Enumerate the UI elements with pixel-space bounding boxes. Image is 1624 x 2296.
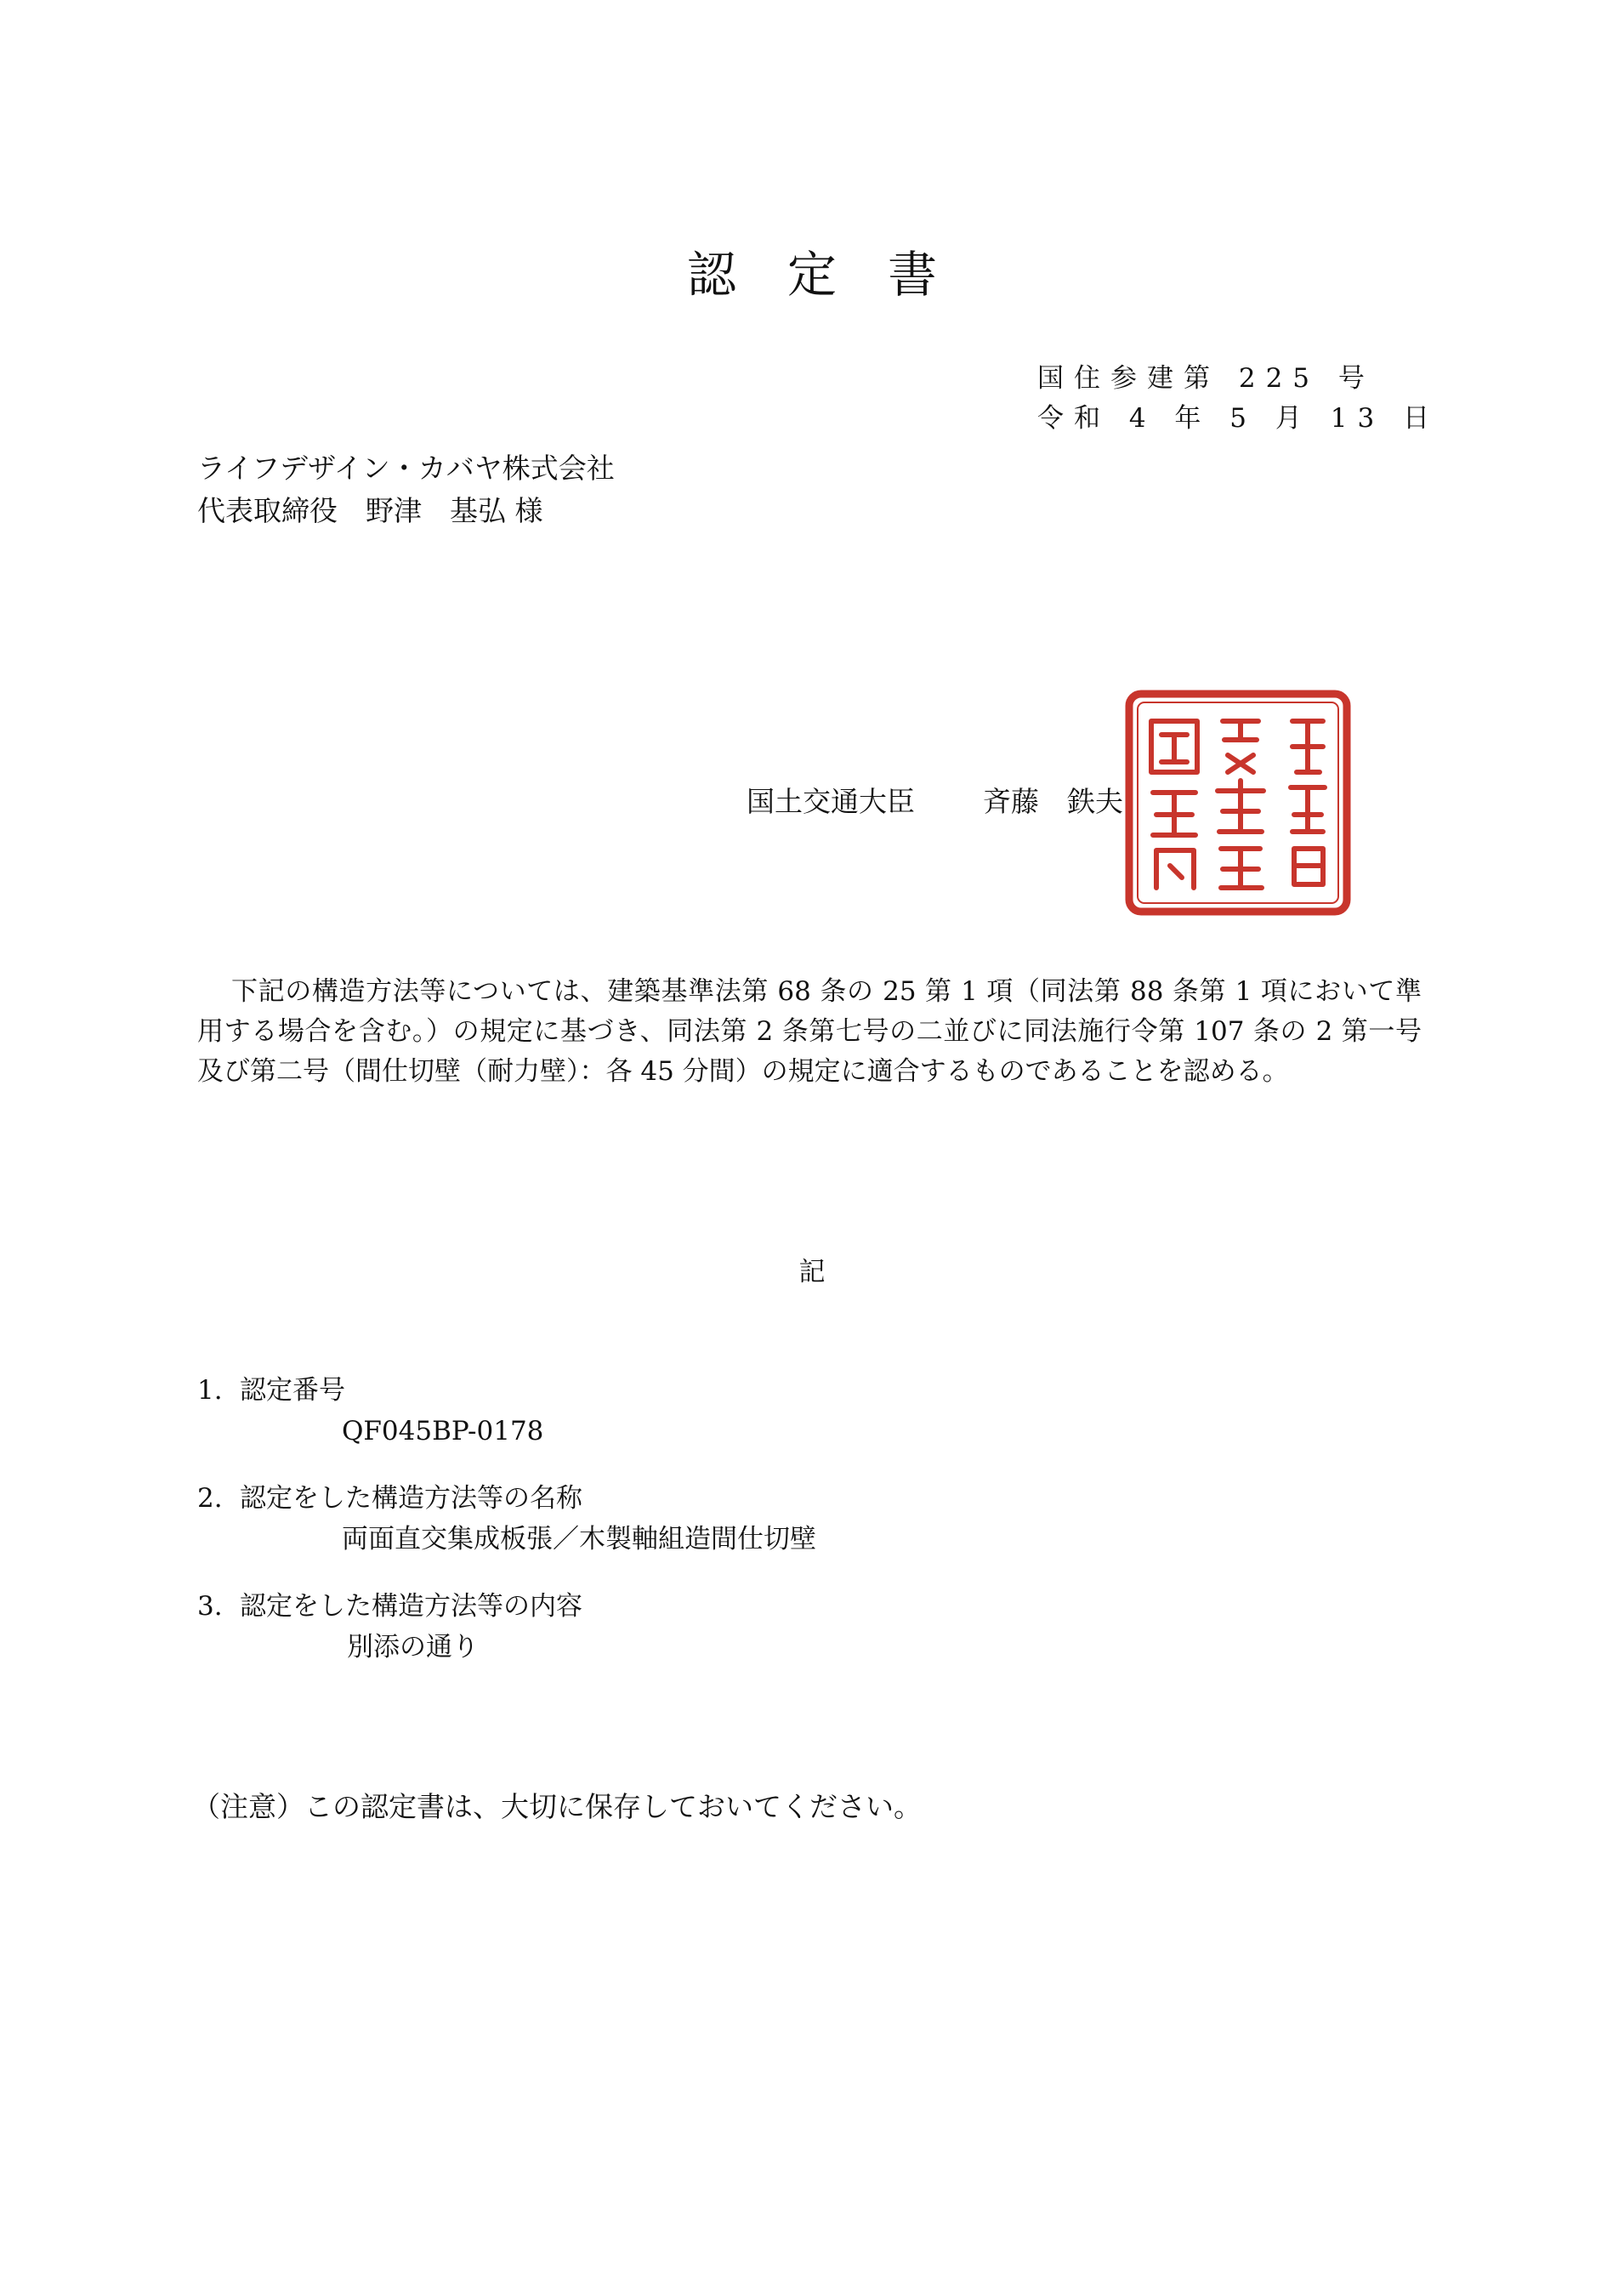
item-2-value: 両面直交集成板張／木製軸組造間仕切壁	[342, 1524, 816, 1554]
issuer	[747, 784, 1123, 820]
item-3-label	[197, 1589, 582, 1623]
addressee-company: ライフデザイン・カバヤ株式会社	[197, 452, 615, 485]
issuer-name: 斉藤 鉄夫	[983, 785, 1123, 818]
item-2-label	[197, 1481, 582, 1515]
item-3-number: 3.	[197, 1591, 223, 1622]
item-3-label-text: 認定をした構造方法等の内容	[240, 1591, 582, 1622]
caution-note: （注意）この認定書は、大切に保存しておいてください。	[192, 1790, 922, 1823]
certification-statement: 下記の構造方法等については、建築基準法第 68 条の 25 第 1 項（同法第 88 条第 1 項において準用する場合を含む。）の規定に基づき、同法第 2 条第七号の二並びに同法施行令第 107 条の 2 第一号及び第二号（間仕切壁（耐力壁）：各 45 分間）の規定に適合するものであることを認める。	[197, 976, 1422, 1087]
item-1-label	[197, 1373, 345, 1407]
issuer-title: 国土交通大臣	[747, 785, 915, 818]
ki-heading: 記	[798, 1257, 826, 1287]
item-2-number: 2.	[197, 1483, 223, 1514]
addressee-representative: 代表取締役 野津 基弘 様	[197, 494, 543, 527]
document-date: 令和 4 年 5 月 13 日	[1037, 403, 1440, 434]
official-seal	[1122, 687, 1354, 918]
item-1-number: 1.	[197, 1375, 223, 1406]
item-3-value: 別添の通り	[347, 1632, 479, 1662]
document-number: 国住参建第 225 号	[1037, 363, 1375, 394]
item-1-value: QF045BP-0178	[342, 1416, 544, 1446]
item-1-label-text: 認定番号	[240, 1375, 345, 1406]
item-2-label-text: 認定をした構造方法等の名称	[240, 1483, 582, 1514]
document-title: 認定書	[686, 246, 988, 304]
